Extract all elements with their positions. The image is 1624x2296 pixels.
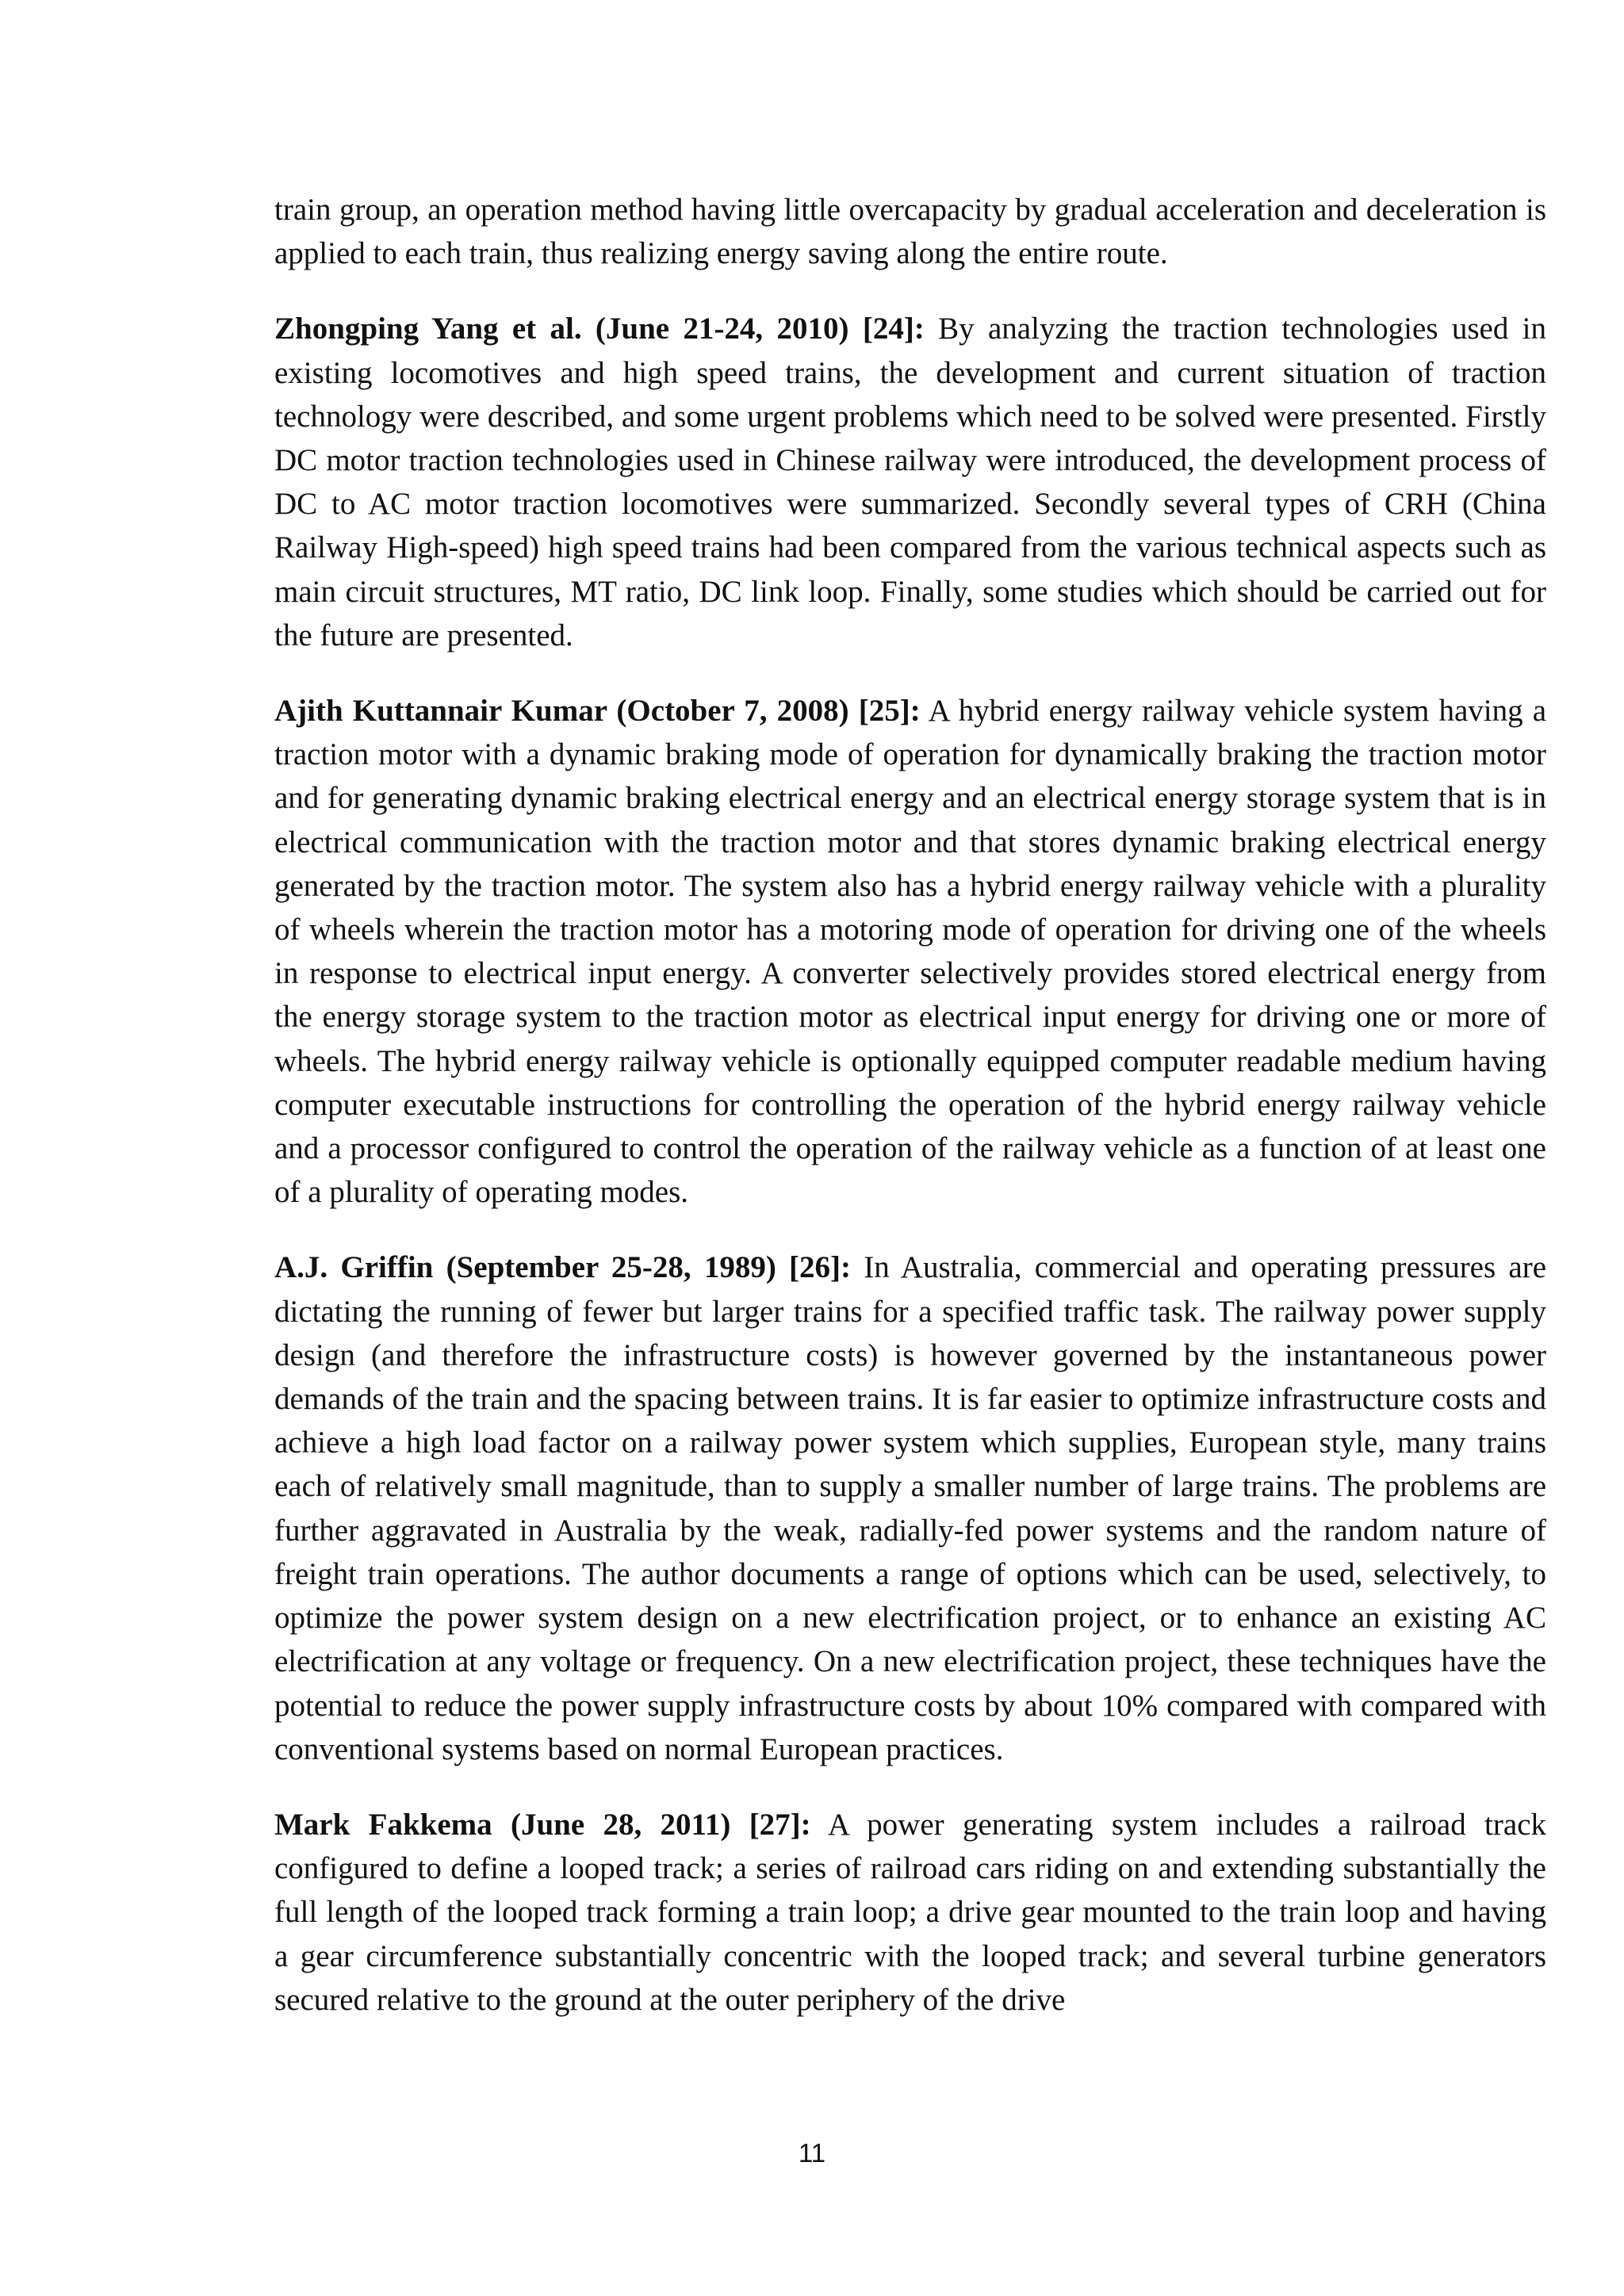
reference-paragraph-24 — [274, 307, 1546, 657]
reference-heading: Zhongping Yang et al. (June 21-24, 2010) [24]: — [274, 312, 925, 346]
reference-paragraph-26 — [274, 1246, 1546, 1770]
reference-heading: Ajith Kuttannair Kumar (October 7, 2008) [25]: — [274, 694, 921, 729]
reference-heading: Mark Fakkema (June 28, 2011) [27]: — [274, 1807, 811, 1842]
paragraph-text: By analyzing the traction technologies used in existing locomotives and high speed trains, the development and current situation of traction technology were described, and some urgent problems which need to be solved were presented. Firstly DC motor traction technologies used in Chinese railway were introduced, the development process of DC to AC motor traction locomotives were summarized. Secondly several types of CRH (China Railway High-speed) high speed trains had been compared from the various technical aspects such as main circuit structures, MT ratio, DC link loop. Finally, some studies which should be carried out for the future are presented. — [274, 312, 1546, 652]
paragraph-text: A power generating system includes a railroad track configured to define a looped track; a series of railroad cars riding on and extending substantially the full length of the looped track forming a train loop; a drive gear mounted to the train loop and having a gear circumference substantially concentric with the looped track; and several turbine generators secured relative to the ground at the outer periphery of the drive — [274, 1807, 1547, 2017]
page-body — [274, 188, 1546, 2053]
paragraph-continuation — [274, 188, 1546, 275]
reference-paragraph-27 — [274, 1803, 1546, 2022]
paragraph-text: A hybrid energy railway vehicle system having a traction motor with a dynamic braking mode of operation for dynamically braking the traction motor and for generating dynamic braking electrical energy and an electrical energy storage system that is in electrical communication with the traction motor and that stores dynamic braking electrical energy generated by the traction motor. The system also has a hybrid energy railway vehicle with a plurality of wheels wherein the traction motor has a motoring mode of operation for driving one of the wheels in response to electrical input energy. A converter selectively provides stored electrical energy from the energy storage system to the traction motor as electrical input energy for driving one or more of wheels. The hybrid energy railway vehicle is optionally equipped computer readable medium having computer executable instructions for controlling the operation of the hybrid energy railway vehicle and a processor configured to control the operation of the railway vehicle as a function of at least one of a plurality of operating modes. — [274, 694, 1547, 1210]
reference-paragraph-25 — [274, 689, 1546, 1214]
page-number: 11 — [798, 2138, 826, 2168]
reference-heading: A.J. Griffin (September 25-28, 1989) [26]: — [274, 1250, 852, 1285]
paragraph-text: In Australia, commercial and operating pressures are dictating the running of fewer but larger trains for a specified traffic task. The railway power supply design (and therefore the infrastructure costs) is however governed by the instantaneous power demands of the train and the spacing between trains. It is far easier to optimize infrastructure costs and achieve a high load factor on a railway power system which supplies, European style, many trains each of relatively small magnitude, than to supply a smaller number of large trains. The problems are further aggravated in Australia by the weak, radially-fed power systems and the random nature of freight train operations. The author documents a range of options which can be used, selectively, to optimize the power system design on a new electrification project, or to enhance an existing AC electrification at any voltage or frequency. On a new electrification project, these techniques have the potential to reduce the power supply infrastructure costs by about 10% compared with compared with conventional systems based on normal European practices. — [274, 1250, 1546, 1766]
paragraph-text: train group, an operation method having little overcapacity by gradual acceleration and deceleration is applied to each train, thus realizing energy saving along the entire route. — [274, 193, 1546, 271]
